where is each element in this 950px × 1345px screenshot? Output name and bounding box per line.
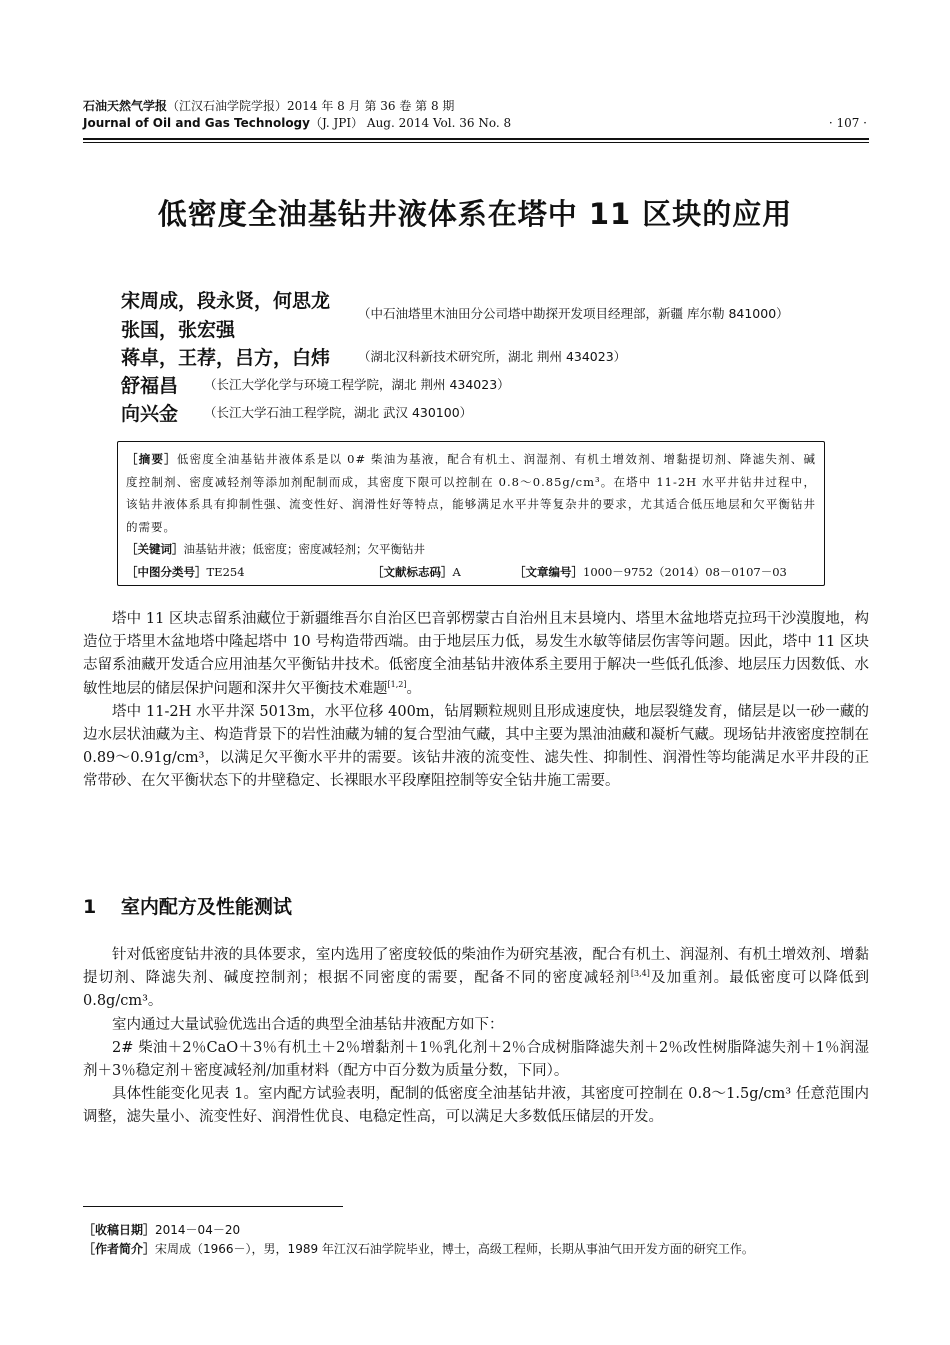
doc-code-value: A <box>452 564 461 579</box>
affiliation-group1: （中石油塔里木油田分公司塔中勘探开发项目经理部，新疆 库尔勒 841000） <box>358 306 789 321</box>
authors-group1-line2: 张国，张宏强 <box>121 319 236 341</box>
intro-p1-end: 。 <box>406 680 421 697</box>
article-number <box>514 561 787 584</box>
page-number: · 107 · <box>828 116 867 130</box>
author-bio-label: ［作者简介］ <box>83 1242 156 1256</box>
section-title: 室内配方及性能测试 <box>120 896 292 918</box>
clc-value: TE254 <box>206 564 245 579</box>
intro-paragraph-2: 塔中 11-2H 水平井深 5013m，水平位移 400m，钻屑颗粒规则且形成速度快，地层裂缝发育，储层是以一砂一藏的边水层状油藏为主、构造背景下的岩性油藏为辅的复合型油气藏，其中主要为黑油油藏和凝析气藏。现场钻井液密度控制在 0.89～0.91g/cm³，以满足欠平衡水平井的需要。该钻井液的流变性、滤失性、抑制性、润滑性等均能满足水平井段的正常带砂、在欠平衡状态下的井壁稳定、长裸眼水平段摩阻控制等安全钻井施工需要。 <box>83 703 869 790</box>
classification-line <box>118 561 824 584</box>
footnote-rule <box>83 1206 343 1207</box>
author-bio-text: 宋周成（1966－），男，1989 年江汉石油学院毕业，博士，高级工程师，长期从事油气田开发方面的研究工作。 <box>155 1242 754 1256</box>
abstract-text: 低密度全油基钻井液体系是以 0# 柴油为基液，配合有机土、润湿剂、有机土增效剂、增黏提切剂、降滤失剂、碱度控制剂、密度减轻剂等添加剂配制而成，其密度下限可以控制在 0.8～0.85g/cm³。在塔中 11-2H 水平井钻井过程中，该钻井液体系具有抑制性强、流变性好、润滑性好等特点，能够满足水平井等复杂井的要求，尤其适合低压地层和欠平衡钻井的需要。 <box>126 452 816 534</box>
journal-issue-en: （J. JPI） Aug. 2014 Vol. 36 No. 8 <box>309 116 512 130</box>
section1-paragraph-4: 具体性能变化见表 1。室内配方试验表明，配制的低密度全油基钻井液，其密度可控制在 0.8～1.5g/cm³ 任意范围内调整，滤失量小、流变性好、润滑性优良、电稳定性高，可以满足大多数低压储层的开发。 <box>83 1086 869 1126</box>
received-value: 2014－04－20 <box>155 1223 241 1237</box>
clc-label: ［中图分类号］ <box>126 564 207 579</box>
paper-title: 低密度全油基钻井液体系在塔中 11 区块的应用 <box>157 197 793 231</box>
section1-paragraph-1 <box>83 944 869 1014</box>
formulation-paragraph: 2# 柴油＋2％CaO＋3％有机土＋2％增黏剂＋1％乳化剂＋2％合成树脂降滤失剂＋2％改性树脂降滤失剂＋1％润湿剂＋3％稳定剂＋密度减轻剂/加重材料（配方中百分数为质量分数，下同）。 <box>83 1039 869 1080</box>
article-no-label: ［文章编号］ <box>514 564 583 579</box>
section1-paragraph-2: 室内通过大量试验优选出合适的典型全油基钻井液配方如下： <box>112 1016 504 1033</box>
citation-1-2: [1,2] <box>387 679 407 689</box>
section-1-heading <box>83 892 292 919</box>
journal-header-en <box>83 115 511 131</box>
citation-3-4: [3,4] <box>630 969 650 979</box>
abstract-paragraph <box>118 442 824 538</box>
keywords: 油基钻井液；低密度；密度减轻剂；欠平衡钻井 <box>183 542 425 556</box>
header-rule <box>83 138 869 140</box>
article-no-value: 1000－9752（2014）08－0107－03 <box>583 564 787 579</box>
author-bio <box>83 1240 754 1258</box>
received-label: ［收稿日期］ <box>83 1223 156 1237</box>
intro-p1-text: 塔中 11 区块志留系油藏位于新疆维吾尔自治区巴音郭楞蒙古自治州且末县境内、塔里木盆地塔克拉玛干沙漠腹地，构造位于塔里木盆地塔中隆起塔中 10 号构造带西端。由于地层压力低，易发生水敏等储层伤害等问题。因此，塔中 11 区块志留系油藏开发适合应用油基欠平衡钻井技术。低密度全油基钻井液体系主要用于解决一些低孔低渗、地层压力因数低、水敏性地层的储层保护问题和深井欠平衡技术难题 <box>83 611 869 697</box>
doc-code <box>372 561 461 584</box>
intro-paragraph-1 <box>83 608 869 701</box>
abstract-label: ［摘要］ <box>126 452 177 466</box>
authors-group4: 向兴金 <box>121 403 179 425</box>
affiliation-group4: （长江大学石油工程学院，湖北 武汉 430100） <box>204 405 473 420</box>
s1-p1-text: 针对低密度钻井液的具体要求，室内选用了密度较低的柴油作为研究基液，配合有机土、润湿剂、有机土增效剂、增黏提切剂、降滤失剂、碱度控制剂；根据不同密度的需要，配备不同的密度减轻剂 <box>83 947 869 987</box>
section-number: 1 <box>83 896 97 918</box>
journal-name-cn: 石油天然气学报 <box>83 99 168 113</box>
abstract-box <box>117 441 825 586</box>
s1-p1-end: 及加重剂。最低密度可以降低到 0.8g/cm³。 <box>83 970 870 1010</box>
affiliation-group3: （长江大学化学与环境工程学院，湖北 荆州 434023） <box>204 377 510 392</box>
journal-issue-cn: （江汉石油学院学报）2014 年 8 月 第 36 卷 第 8 期 <box>167 99 455 113</box>
keywords-label: ［关键词］ <box>126 542 184 556</box>
authors-group1-line1: 宋周成，段永贤，何思龙 <box>121 290 331 312</box>
journal-name-en: Journal of Oil and Gas Technology <box>83 116 310 130</box>
section-1-body <box>83 944 869 1130</box>
doc-code-label: ［文献标志码］ <box>372 564 453 579</box>
introduction <box>83 608 869 794</box>
authors-group2: 蒋卓，王荐，吕方，白炜 <box>121 347 331 369</box>
header-rule-thin <box>83 142 869 143</box>
keywords-line <box>118 538 824 561</box>
journal-header-cn <box>83 98 454 114</box>
received-date <box>83 1221 240 1239</box>
authors-group3: 舒福昌 <box>121 375 179 397</box>
affiliation-group2: （湖北汉科新技术研究所，湖北 荆州 434023） <box>358 349 627 364</box>
